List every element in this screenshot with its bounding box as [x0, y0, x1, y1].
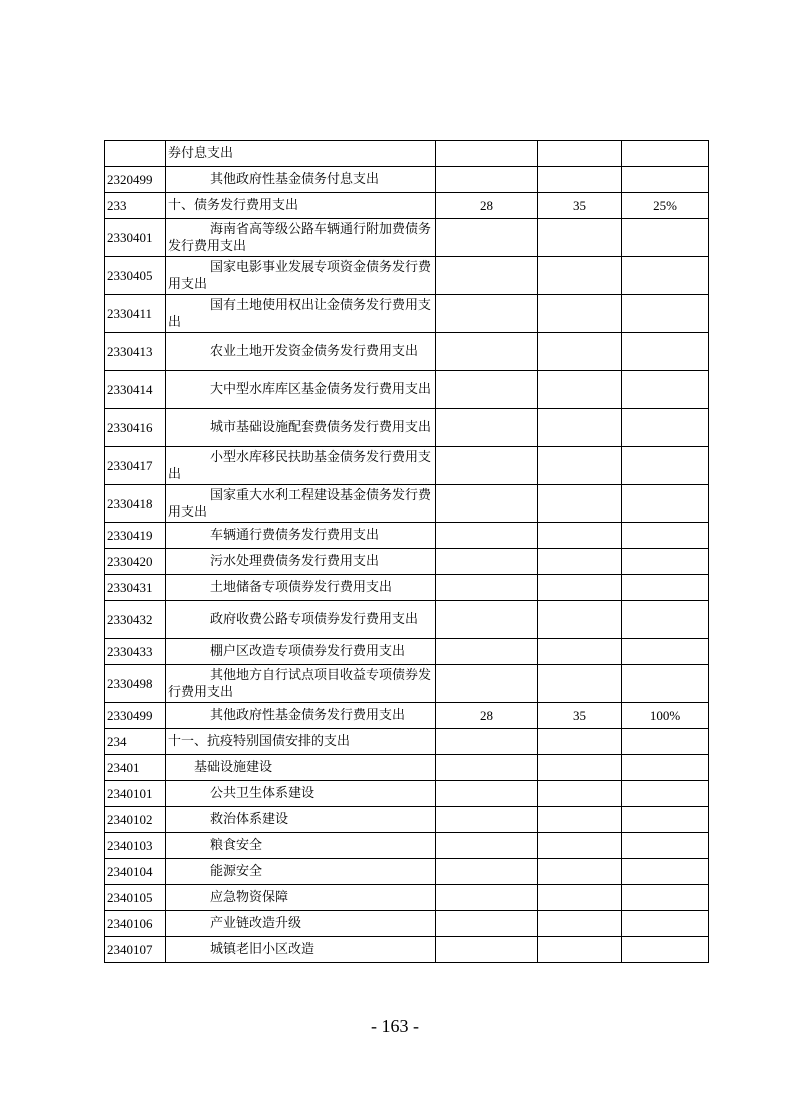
row-name: [166, 755, 436, 781]
table-row: [105, 937, 709, 963]
row-value-v3: [622, 371, 709, 409]
row-code: 2330411: [105, 295, 166, 333]
table-body: [105, 141, 709, 963]
row-name: [166, 193, 436, 219]
row-value-v3: [622, 781, 709, 807]
row-name: [166, 911, 436, 937]
row-value-v2: [538, 295, 622, 333]
row-value-v3: [622, 729, 709, 755]
row-code: 2330433: [105, 639, 166, 665]
row-name-text: 国家重大水利工程建设基金债务发行费用支出: [168, 487, 432, 520]
row-value-v2: [538, 807, 622, 833]
row-value-v2: [538, 447, 622, 485]
row-name: [166, 523, 436, 549]
row-value-v3: 100%: [622, 703, 709, 729]
row-name-text: 产业链改造升级: [210, 916, 302, 931]
row-name-text: 城市基础设施配套费债务发行费用支出: [210, 420, 432, 435]
row-name: [166, 333, 436, 371]
row-code: 2340105: [105, 885, 166, 911]
row-name-text: 城镇老旧小区改造: [210, 942, 315, 957]
table-row: [105, 371, 709, 409]
row-name-text: 救治体系建设: [210, 812, 289, 827]
table-row: [105, 911, 709, 937]
row-code: 2340106: [105, 911, 166, 937]
row-name-text: 应急物资保障: [210, 890, 289, 905]
table-row: [105, 859, 709, 885]
row-value-v2: [538, 601, 622, 639]
row-name-text: 小型水库移民扶助基金债务发行费用支出: [168, 449, 432, 482]
row-value-v2: [538, 167, 622, 193]
table-row: [105, 447, 709, 485]
row-value-v3: [622, 833, 709, 859]
row-value-v1: [436, 859, 538, 885]
table-row: [105, 729, 709, 755]
row-name-text: 海南省高等级公路车辆通行附加费债务发行费用支出: [168, 221, 432, 254]
row-value-v1: [436, 807, 538, 833]
row-value-v3: [622, 911, 709, 937]
row-code: 23401: [105, 755, 166, 781]
row-name-text: 粮食安全: [210, 838, 263, 853]
row-code: 2340103: [105, 833, 166, 859]
row-value-v1: [436, 575, 538, 601]
row-value-v3: [622, 639, 709, 665]
row-code: 2330432: [105, 601, 166, 639]
table-row: [105, 485, 709, 523]
row-value-v2: [538, 141, 622, 167]
row-name: [166, 639, 436, 665]
row-name-text: 国家电影事业发展专项资金债务发行费用支出: [168, 259, 432, 292]
table-row: [105, 523, 709, 549]
row-value-v1: [436, 833, 538, 859]
row-value-v1: [436, 219, 538, 257]
table-row: [105, 549, 709, 575]
row-value-v1: [436, 447, 538, 485]
row-value-v2: [538, 859, 622, 885]
row-code: 2340101: [105, 781, 166, 807]
row-value-v2: [538, 781, 622, 807]
row-value-v2: [538, 833, 622, 859]
row-value-v1: 28: [436, 703, 538, 729]
row-value-v1: [436, 333, 538, 371]
row-name-text: 其他地方自行试点项目收益专项债券发行费用支出: [168, 667, 432, 700]
row-value-v3: [622, 575, 709, 601]
row-code: 2340102: [105, 807, 166, 833]
row-name-text: 农业土地开发资金债务发行费用支出: [210, 344, 419, 359]
budget-table: [104, 140, 709, 963]
row-name: [166, 167, 436, 193]
row-value-v1: [436, 755, 538, 781]
row-value-v1: [436, 911, 538, 937]
row-value-v2: [538, 937, 622, 963]
row-name-text: 公共卫生体系建设: [210, 786, 315, 801]
page-number: - 163 -: [371, 1016, 419, 1036]
table-row: [105, 807, 709, 833]
row-value-v3: [622, 167, 709, 193]
row-value-v1: [436, 167, 538, 193]
row-value-v1: [436, 485, 538, 523]
table-row: [105, 333, 709, 371]
row-name: [166, 575, 436, 601]
row-name: [166, 141, 436, 167]
row-value-v2: [538, 885, 622, 911]
row-code: 2330417: [105, 447, 166, 485]
row-code: 2330405: [105, 257, 166, 295]
row-name: [166, 409, 436, 447]
row-value-v1: [436, 523, 538, 549]
row-name-text: 土地储备专项债券发行费用支出: [210, 580, 393, 595]
row-value-v3: [622, 885, 709, 911]
row-name: [166, 295, 436, 333]
row-value-v2: 35: [538, 193, 622, 219]
row-name: [166, 371, 436, 409]
row-code: 233: [105, 193, 166, 219]
row-value-v3: [622, 755, 709, 781]
row-value-v2: [538, 911, 622, 937]
row-value-v3: [622, 859, 709, 885]
row-value-v2: [538, 485, 622, 523]
table-row: [105, 193, 709, 219]
row-value-v2: 35: [538, 703, 622, 729]
row-value-v3: [622, 601, 709, 639]
row-name-text: 其他政府性基金债务付息支出: [210, 172, 380, 187]
row-value-v2: [538, 371, 622, 409]
row-value-v3: 25%: [622, 193, 709, 219]
row-name-text: 其他政府性基金债务发行费用支出: [210, 708, 406, 723]
table-row: [105, 639, 709, 665]
row-code: 2330499: [105, 703, 166, 729]
row-value-v3: [622, 523, 709, 549]
row-name: [166, 219, 436, 257]
table-row: [105, 755, 709, 781]
row-name: [166, 257, 436, 295]
row-code: 2330419: [105, 523, 166, 549]
row-value-v2: [538, 729, 622, 755]
row-value-v2: [538, 639, 622, 665]
row-value-v1: [436, 549, 538, 575]
row-code: 2330401: [105, 219, 166, 257]
row-name: [166, 703, 436, 729]
row-code: 2330420: [105, 549, 166, 575]
row-name-text: 基础设施建设: [194, 760, 273, 775]
row-value-v1: [436, 665, 538, 703]
table-row: [105, 575, 709, 601]
row-value-v2: [538, 575, 622, 601]
row-value-v1: [436, 371, 538, 409]
table-row: [105, 167, 709, 193]
row-value-v2: [538, 333, 622, 371]
row-value-v3: [622, 219, 709, 257]
row-value-v1: [436, 937, 538, 963]
table-row: [105, 409, 709, 447]
row-name-text: 能源安全: [210, 864, 263, 879]
row-name: [166, 807, 436, 833]
row-value-v1: [436, 409, 538, 447]
row-code: 234: [105, 729, 166, 755]
row-value-v2: [538, 409, 622, 447]
row-name-text: 十、债务发行费用支出: [168, 198, 299, 213]
row-name: [166, 549, 436, 575]
row-value-v1: [436, 295, 538, 333]
row-name: [166, 485, 436, 523]
row-code: 2330498: [105, 665, 166, 703]
row-value-v2: [538, 257, 622, 295]
row-code: 2340104: [105, 859, 166, 885]
row-value-v3: [622, 665, 709, 703]
table-row: [105, 833, 709, 859]
row-value-v3: [622, 141, 709, 167]
row-code: 2330413: [105, 333, 166, 371]
table-row: [105, 141, 709, 167]
row-value-v3: [622, 409, 709, 447]
table-row: [105, 781, 709, 807]
row-name-text: 大中型水库库区基金债务发行费用支出: [210, 382, 432, 397]
row-value-v1: [436, 885, 538, 911]
row-name-text: 污水处理费债务发行费用支出: [210, 554, 380, 569]
row-name: [166, 833, 436, 859]
row-name: [166, 665, 436, 703]
table-row: [105, 295, 709, 333]
row-name: [166, 601, 436, 639]
row-name: [166, 885, 436, 911]
row-code: 2330414: [105, 371, 166, 409]
row-name-text: 十一、抗疫特别国债安排的支出: [168, 734, 351, 749]
table-row: [105, 885, 709, 911]
row-name: [166, 729, 436, 755]
row-value-v3: [622, 257, 709, 295]
row-value-v3: [622, 549, 709, 575]
row-name: [166, 447, 436, 485]
row-value-v3: [622, 447, 709, 485]
row-value-v1: [436, 639, 538, 665]
row-name-text: 政府收费公路专项债券发行费用支出: [210, 612, 419, 627]
table-row: [105, 601, 709, 639]
row-name-text: 车辆通行费债务发行费用支出: [210, 528, 380, 543]
row-value-v2: [538, 755, 622, 781]
row-value-v1: [436, 781, 538, 807]
row-name: [166, 781, 436, 807]
row-name-text: 棚户区改造专项债券发行费用支出: [210, 644, 406, 659]
row-value-v2: [538, 665, 622, 703]
row-value-v2: [538, 549, 622, 575]
row-value-v3: [622, 295, 709, 333]
row-value-v3: [622, 485, 709, 523]
table-row: [105, 257, 709, 295]
row-name-text: 国有土地使用权出让金债务发行费用支出: [168, 297, 432, 330]
row-value-v3: [622, 937, 709, 963]
row-code: 2330416: [105, 409, 166, 447]
table-row: [105, 665, 709, 703]
table-row: [105, 219, 709, 257]
table-row: [105, 703, 709, 729]
row-value-v2: [538, 219, 622, 257]
row-name: [166, 859, 436, 885]
row-value-v1: 28: [436, 193, 538, 219]
row-value-v1: [436, 729, 538, 755]
row-code: [105, 141, 166, 167]
row-value-v1: [436, 257, 538, 295]
row-value-v2: [538, 523, 622, 549]
row-code: 2340107: [105, 937, 166, 963]
row-code: 2330431: [105, 575, 166, 601]
row-value-v3: [622, 333, 709, 371]
row-value-v1: [436, 141, 538, 167]
row-code: 2320499: [105, 167, 166, 193]
row-value-v3: [622, 807, 709, 833]
row-name-text: 券付息支出: [168, 146, 234, 161]
row-value-v1: [436, 601, 538, 639]
row-name: [166, 937, 436, 963]
row-code: 2330418: [105, 485, 166, 523]
